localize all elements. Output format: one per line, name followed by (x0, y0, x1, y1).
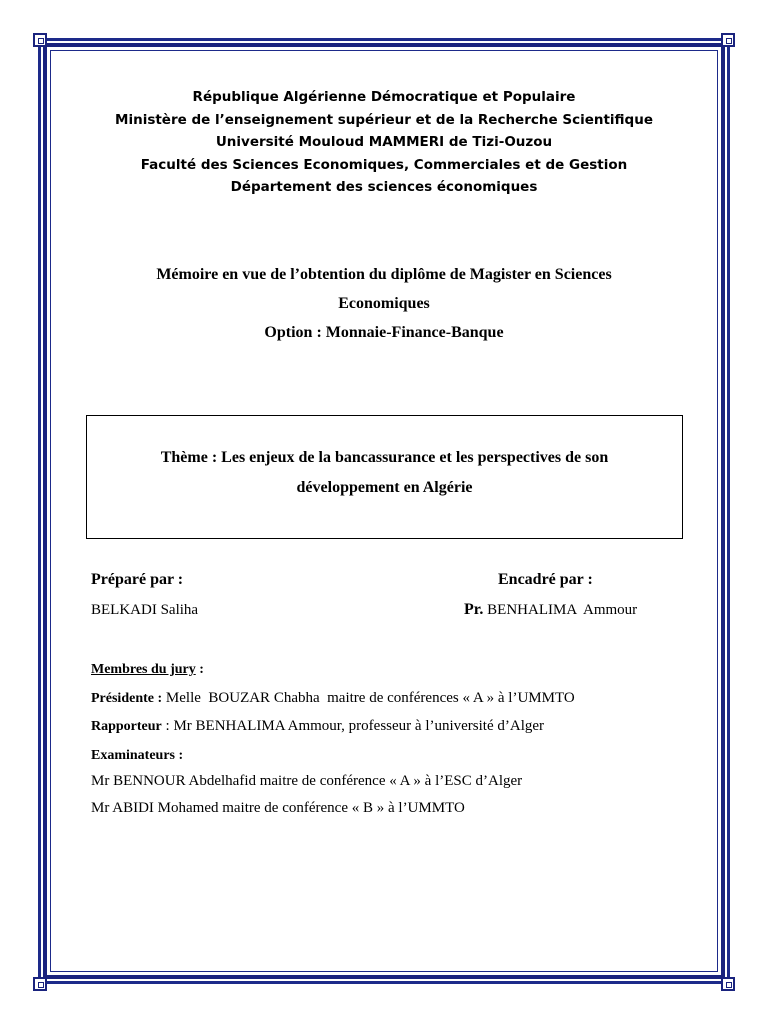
rapporteur-label: Rapporteur (91, 719, 162, 734)
header-faculty: Faculté des Sciences Economiques, Commerciales et de Gestion (140, 156, 628, 173)
memoire-line-2: Economiques (338, 295, 430, 312)
border-corner-ornament (33, 977, 47, 991)
prepared-by-label: Préparé par : (91, 571, 184, 588)
jury-rapporteur (91, 718, 544, 735)
jury-heading (91, 662, 204, 678)
examinateurs-label: Examinateurs : (91, 748, 184, 763)
header-department: Département des sciences économiques (230, 179, 538, 195)
jury-title-suffix: : (195, 662, 204, 677)
jury-title: Membres du jury (91, 662, 196, 677)
institution-header (60, 86, 708, 199)
presidente-label: Présidente : (91, 691, 163, 706)
memoire-line-1: Mémoire en vue de l’obtention du diplôme de Magister en Sciences (156, 266, 612, 283)
supervisor-name: BENHALIMA Ammour (483, 602, 638, 618)
border-corner-ornament (721, 33, 735, 47)
memoire-description (60, 260, 708, 347)
supervisor-title: Pr. (464, 601, 484, 618)
memoire-option: Option : Monnaie-Finance-Banque (264, 324, 504, 341)
jury-presidente (91, 690, 575, 707)
prepared-by-name: BELKADI Saliha (91, 602, 199, 618)
presidente-text: Melle BOUZAR Chabha maitre de conférences « A » à l’UMMTO (162, 690, 575, 706)
theme-line-2: développement en Algérie (296, 479, 473, 496)
header-ministry: Ministère de l’enseignement supérieur et de la Recherche Scientifique (115, 111, 653, 128)
supervised-by-label: Encadré par : (498, 571, 593, 588)
theme-line-1: Thème : Les enjeux de la bancassurance et les perspectives de son (160, 449, 609, 466)
border-corner-ornament (33, 33, 47, 47)
header-republic: République Algérienne Démocratique et Populaire (192, 89, 576, 105)
examinateur-1: Mr BENNOUR Abdelhafid maitre de conférence « A » à l’ESC d’Alger (91, 773, 523, 789)
examinateur-2: Mr ABIDI Mohamed maitre de conférence « B » à l’UMMTO (91, 800, 465, 816)
rapporteur-text: : Mr BENHALIMA Ammour, professeur à l’université d’Alger (161, 718, 545, 734)
header-university: Université Mouloud MAMMERI de Tizi-Ouzou (215, 134, 553, 150)
jury-examinateurs (91, 747, 183, 764)
supervised-by-name (464, 601, 637, 619)
theme-title (86, 443, 683, 503)
border-corner-ornament (721, 977, 735, 991)
